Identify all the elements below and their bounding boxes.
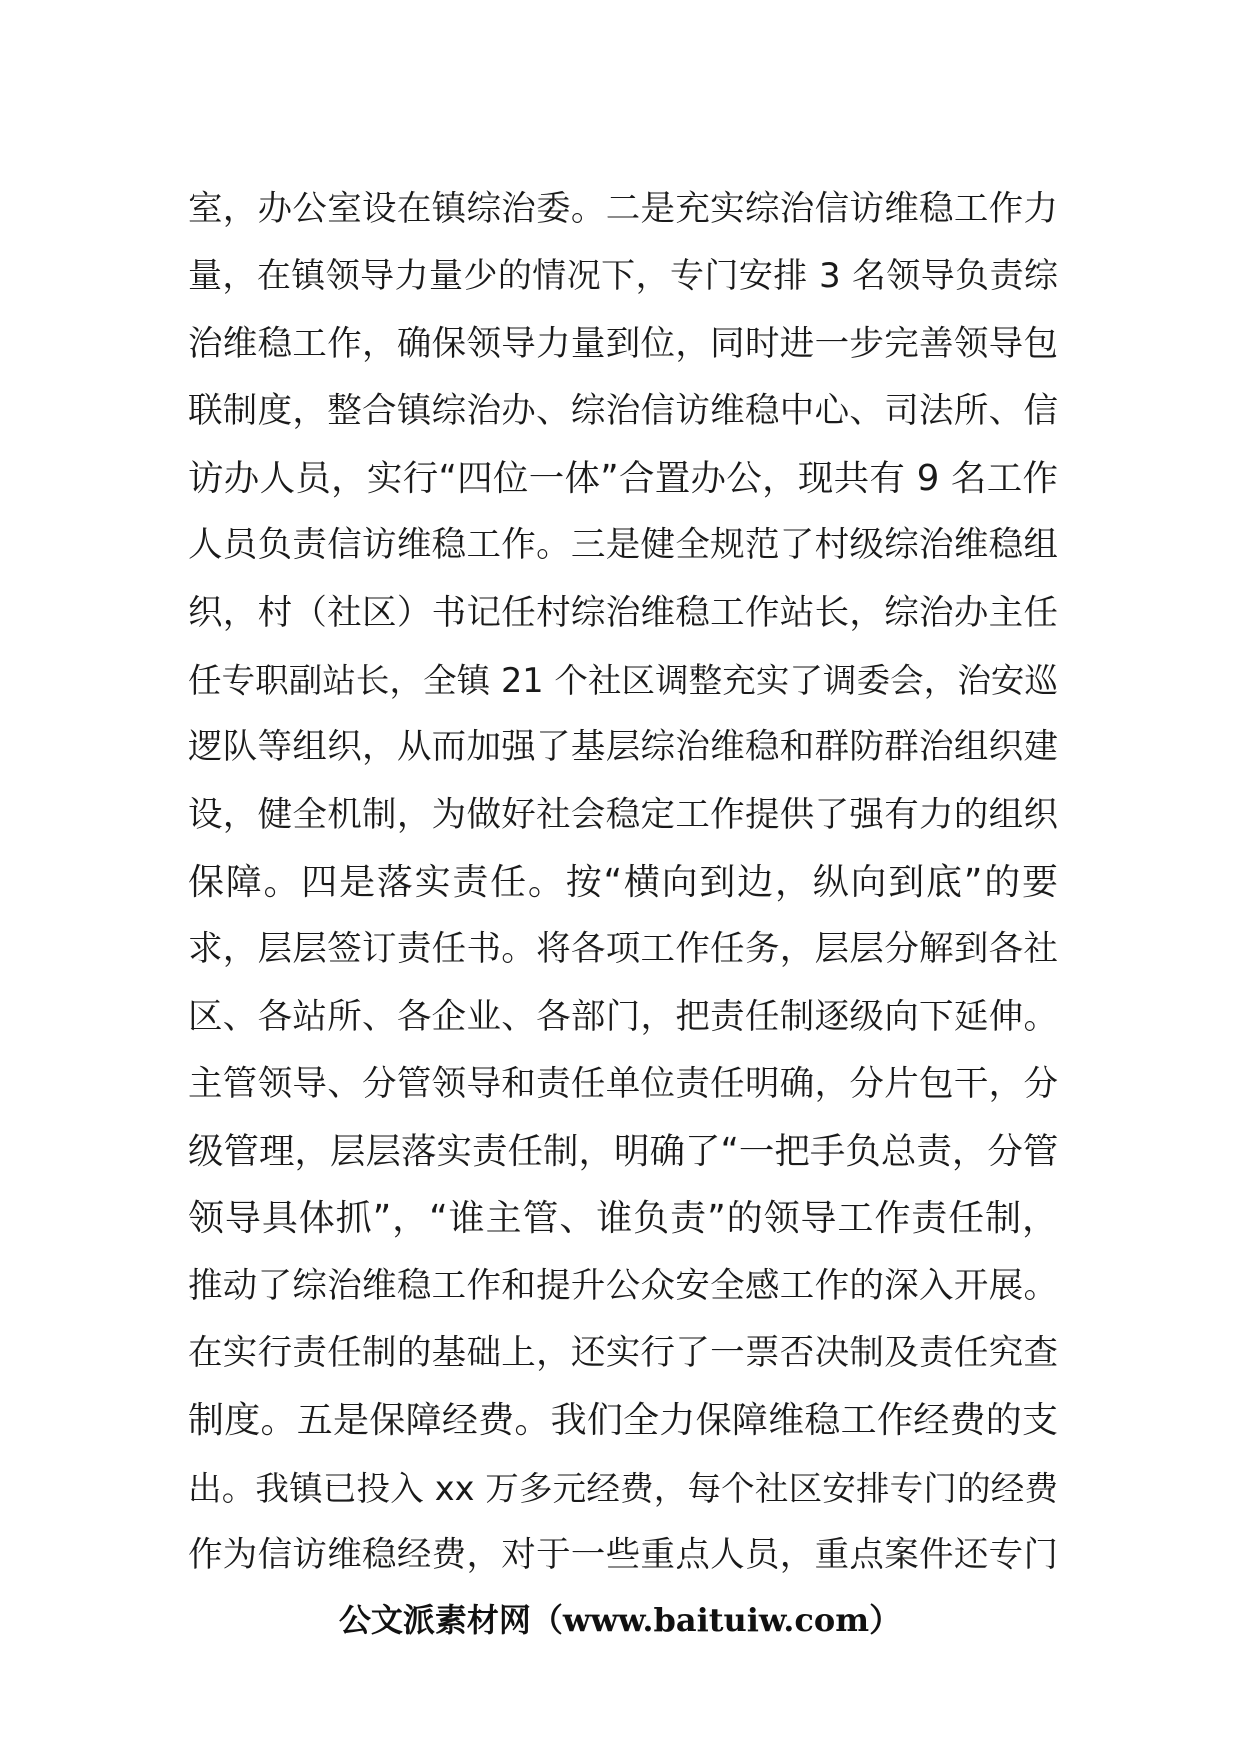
text-line: 联制度，整合镇综治办、综治信访维稳中心、司法所、信: [188, 390, 1058, 431]
text-line: 求，层层签订责任书。将各项工作任务，层层分解到各社: [188, 929, 1058, 970]
text-line: 逻队等组织，从而加强了基层综治维稳和群防群治组织建: [188, 727, 1058, 768]
text-line: 治维稳工作，确保领导力量到位，同时进一步完善领导包: [188, 323, 1058, 364]
text-line: 保障。四是落实责任。按“横向到边，纵向到底”的要: [188, 861, 1058, 903]
text-line: 领导具体抓”，“谁主管、谁负责”的领导工作责任制，: [188, 1198, 1058, 1240]
text-line: 任专职副站长，全镇 21 个社区调整充实了调委会，治安巡: [188, 661, 1058, 701]
text-line: 室，办公室设在镇综治委。二是充实综治信访维稳工作力: [188, 189, 1058, 229]
text-line: 人员负责信访维稳工作。三是健全规范了村级综治维稳组: [188, 525, 1058, 566]
text-line: 主管领导、分管领导和责任单位责任明确，分片包干，分: [188, 1063, 1058, 1104]
text-line: 在实行责任制的基础上，还实行了一票否决制及责任究查: [188, 1333, 1058, 1374]
text-line: 设，健全机制，为做好社会稳定工作提供了强有力的组织: [188, 794, 1058, 835]
text-line: 作为信访维稳经费，对于一些重点人员，重点案件还专门: [188, 1534, 1058, 1575]
text-line: 制度。五是保障经费。我们全力保障维稳工作经费的支: [188, 1400, 1058, 1442]
text-line: 量，在镇领导力量少的情况下，专门安排 3 名领导负责综: [188, 256, 1058, 297]
text-line: 级管理，层层落实责任制，明确了“一把手负总责，分管: [188, 1131, 1059, 1173]
page-footer: 公文派素材网（www.baituiw.com）: [338, 1601, 902, 1639]
text-line: 织，村（社区）书记任村综治维稳工作站长，综治办主任: [188, 592, 1058, 633]
body-text: [188, 176, 1058, 1589]
text-line: 推动了综治维稳工作和提升公众安全感工作的深入开展。: [188, 1265, 1058, 1306]
text-line: 访办人员，实行“四位一体”合置办公，现共有 9 名工作: [188, 458, 1058, 500]
text-line: 区、各站所、各企业、各部门，把责任制逐级向下延伸。: [188, 996, 1058, 1037]
text-line: 出。我镇已投入 xx 万多元经费，每个社区安排专门的经费: [188, 1468, 1058, 1508]
